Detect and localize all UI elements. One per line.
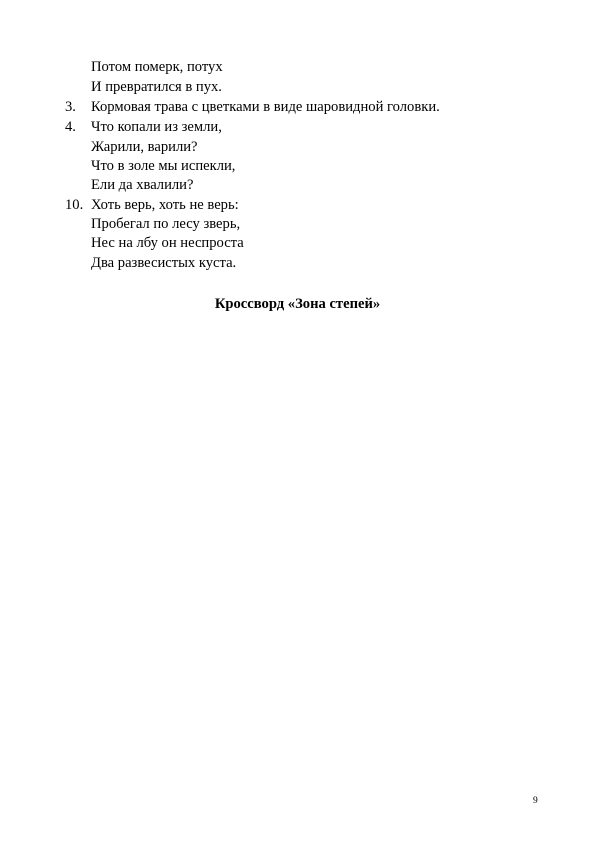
verse-line: Потом померк, потух — [91, 59, 223, 75]
verse-line: Нес на лбу он неспроста — [91, 235, 244, 251]
verse-line: Хоть верь, хоть не верь: — [91, 197, 239, 213]
verse-line: Жарили, варили? — [91, 139, 198, 155]
verse-line: Что в золе мы испекли, — [91, 158, 236, 174]
verse-line: Пробегал по лесу зверь, — [91, 216, 241, 232]
verse-line: И превратился в пух. — [91, 79, 222, 95]
verse-line: Ели да хвалили? — [91, 177, 194, 193]
crossword-title: Кроссворд «Зона степей» — [214, 296, 381, 312]
list-item-number: 4. — [65, 119, 76, 135]
list-item-number: 3. — [65, 99, 76, 115]
verse-line: Что копали из земли, — [91, 119, 222, 135]
page-number: 9 — [533, 796, 538, 806]
verse-line: Два развесистых куста. — [91, 255, 237, 271]
list-item-text: Кормовая трава с цветками в виде шаровидной головки. — [91, 99, 440, 115]
list-item-number: 10. — [65, 197, 84, 213]
